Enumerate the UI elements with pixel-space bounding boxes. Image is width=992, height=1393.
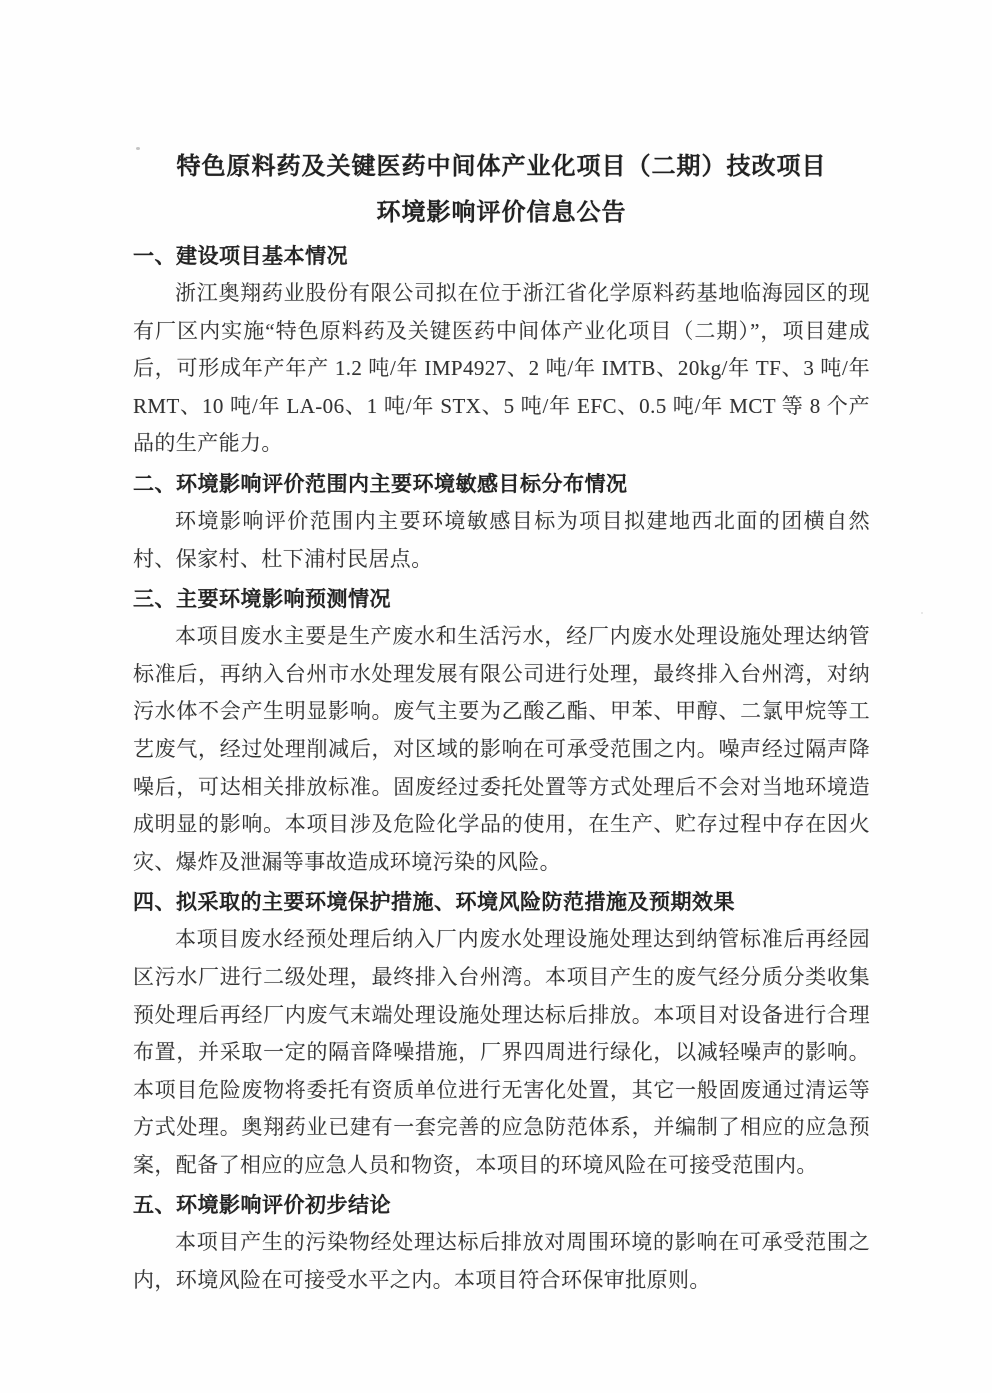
document-title-line-1: 特色原料药及关键医药中间体产业化项目（二期）技改项目 (176, 153, 827, 180)
section-heading-1: 一、建设项目基本情况 (133, 245, 348, 268)
document-title (133, 146, 870, 234)
section-heading-3: 三、主要环境影响预测情况 (133, 588, 391, 612)
section-heading-2: 二、环境影响评价范围内主要环境敏感目标分布情况 (133, 472, 628, 496)
section-project-basics (133, 238, 870, 463)
section-impact-prediction (133, 581, 870, 881)
section-preliminary-conclusion (133, 1187, 870, 1299)
scan-artifact (136, 147, 140, 150)
section-paragraph-1: 浙江奥翔药业股份有限公司拟在位于浙江省化学原料药基地临海园区的现有厂区内实施“特色原料药及关键医药中间体产业化项目（二期）”，项目建成后，可形成年产年产 1.2 吨/年 IMP4927、2 吨/年 IMTB、20kg/年 TF、3 吨/年 RMT、10 吨/年 LA-06、1 吨/年 STX、5 吨/年 EFC、0.5 吨/年 MCT 等 8 个产品的生产能力。 (133, 281, 870, 456)
section-paragraph-2: 环境影响评价范围内主要环境敏感目标为项目拟建地西北面的团横自然村、保家村、杜下浦村民居点。 (133, 508, 870, 571)
section-sensitive-targets (133, 466, 870, 578)
section-paragraph-4: 本项目废水经预处理后纳入厂内废水处理设施处理达到纳管标准后再经园区污水厂进行二级处理，最终排入台州湾。本项目产生的废气经分质分类收集预处理后再经厂内废气末端处理设施处理达标后排放。本项目对设备进行合理布置，并采取一定的隔音降噪措施，厂界四周进行绿化，以减轻噪声的影响。本项目危险废物将委托有资质单位进行无害化处置，其它一般固废通过清运等方式处理。奥翔药业已建有一套完善的应急防范体系，并编制了相应的应急预案，配备了相应的应急人员和物资，本项目的环境风险在可接受范围内。 (133, 927, 870, 1177)
document-title-line-2: 环境影响评价信息公告 (376, 199, 627, 226)
section-protection-measures (133, 884, 870, 1184)
section-heading-4: 四、拟采取的主要环境保护措施、环境风险防范措施及预期效果 (133, 891, 735, 915)
section-heading-5: 五、环境影响评价初步结论 (133, 1194, 391, 1218)
scan-artifact (921, 612, 923, 614)
section-paragraph-5: 本项目产生的污染物经处理达标后排放对周围环境的影响在可承受范围之内，环境风险在可接受水平之内。本项目符合环保审批原则。 (133, 1230, 870, 1293)
section-paragraph-3: 本项目废水主要是生产废水和生活污水，经厂内废水处理设施处理达纳管标准后，再纳入台州市水处理发展有限公司进行处理，最终排入台州湾，对纳污水体不会产生明显影响。废气主要为乙酸乙酯、甲苯、甲醇、二氯甲烷等工艺废气，经过处理削减后，对区域的影响在可承受范围之内。噪声经过隔声降噪后，可达相关排放标准。固废经过委托处置等方式处理后不会对当地环境造成明显的影响。本项目涉及危险化学品的使用，在生产、贮存过程中存在因火灾、爆炸及泄漏等事故造成环境污染的风险。 (133, 624, 870, 874)
